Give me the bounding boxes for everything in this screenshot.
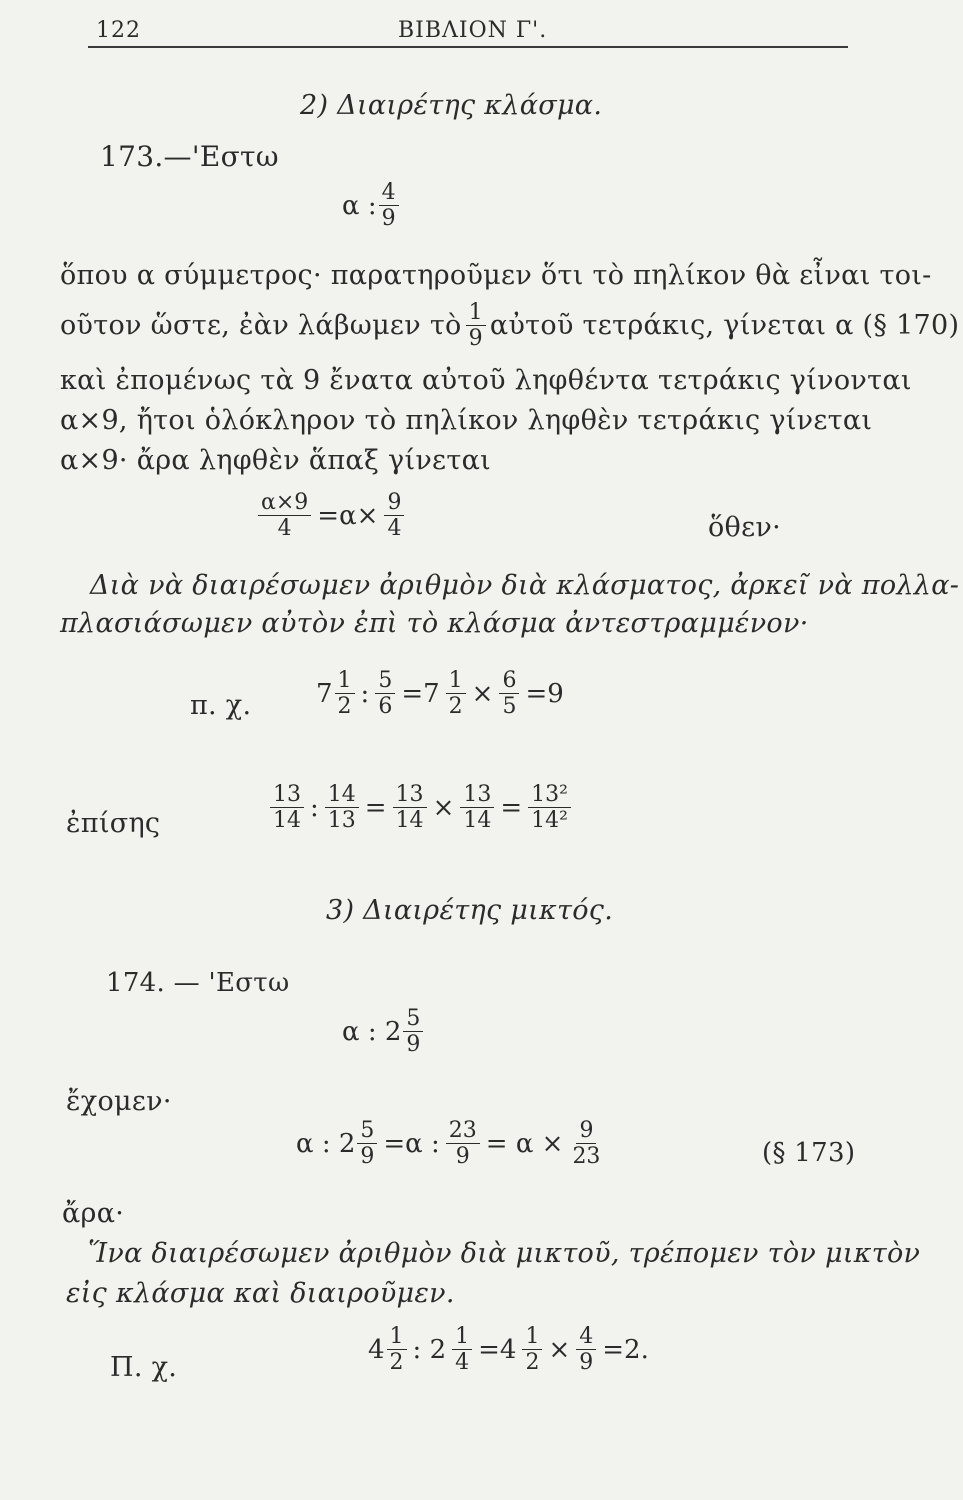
eq174-a: α : 2	[296, 1128, 356, 1159]
ex1-d1: 2	[337, 694, 352, 720]
ex2-d3: 14	[395, 808, 424, 834]
ex2-op2: =	[364, 792, 387, 823]
eq174-d1: 9	[360, 1144, 375, 1170]
rule-174-line-2: εἰς κλάσμα καὶ διαιροῦμεν.	[66, 1278, 455, 1309]
expr-den: 9	[381, 206, 396, 232]
running-title: ΒΙΒΛΙΟΝ Γ'.	[398, 18, 548, 43]
ex2-d5: 14²	[531, 808, 568, 834]
eq174-mid: =α :	[383, 1128, 440, 1159]
example-1-equation	[316, 668, 568, 720]
reference-173: (§ 173)	[762, 1138, 856, 1168]
ex1-d3: 2	[448, 694, 463, 720]
rule-173-line-2: πλασιάσωμεν αὐτὸν ἐπὶ τὸ κλάσμα ἀντεστραμμένον·	[60, 608, 809, 639]
f1-den2: 4	[387, 516, 402, 542]
expr-num: 4	[379, 180, 399, 206]
ex174-n2: 1	[452, 1324, 472, 1350]
ex1-n3: 1	[446, 668, 466, 694]
f1-mid: =α×	[317, 500, 379, 531]
ex174-d2: 4	[455, 1350, 470, 1376]
ex1-op3: ×	[471, 678, 494, 709]
ex174-d1: 2	[389, 1350, 404, 1376]
rule-174-line-1: Ἵνα διαιρέσωμεν ἀριθμὸν διὰ μικτοῦ, τρέπομεν τὸν μικτὸν	[88, 1238, 921, 1269]
eq174-mid2: = α ×	[485, 1128, 564, 1159]
ex174-op2: =4	[478, 1334, 517, 1365]
example-2-equation	[268, 782, 573, 834]
ex1-d4: 5	[502, 694, 517, 720]
ex1-whole: 7	[316, 678, 333, 709]
ex1-op1: :	[360, 678, 370, 709]
ex2-n4: 13	[460, 782, 494, 808]
expression-a-div-2-5-9	[342, 1006, 425, 1058]
s3-expr-den: 9	[406, 1032, 421, 1058]
ara: ἄρα·	[62, 1198, 125, 1229]
ex2-n5: 13²	[528, 782, 571, 808]
ex174-d3: 2	[525, 1350, 540, 1376]
eq174-d2: 9	[455, 1144, 470, 1170]
section-3-title: 3) Διαιρέτης μικτός.	[326, 895, 614, 926]
eq174-n2: 23	[446, 1118, 480, 1144]
ex174-result: =2.	[602, 1334, 649, 1365]
rule-173-line-1: Διὰ νὰ διαιρέσωμεν ἀριθμὸν διὰ κλάσματος, ἀρκεῖ νὰ πολλα-	[90, 570, 960, 601]
para-line-1: ὅπου α σύμμετρος· παρατηροῦμεν ὅτι τὸ πηλίκον θὰ εἶναι τοι-	[60, 260, 932, 291]
eq174-d3: 23	[572, 1144, 601, 1170]
episis-label: ἐπίσης	[66, 808, 161, 839]
f1-den: 4	[277, 516, 292, 542]
ex2-d2: 13	[327, 808, 356, 834]
echomen: ἔχομεν·	[66, 1086, 172, 1117]
f1-num: α×9	[258, 490, 311, 516]
ex174-d4: 9	[579, 1350, 594, 1376]
equation-a9-over-4	[256, 490, 406, 542]
ex1-n1: 1	[335, 668, 355, 694]
eq174-n3: 9	[576, 1118, 596, 1144]
example-label-174: Π. χ.	[110, 1352, 178, 1383]
line2-den: 9	[468, 326, 483, 352]
ex2-d1: 14	[273, 808, 301, 834]
ex2-n1: 13	[270, 782, 304, 808]
expr-a: α :	[342, 190, 377, 221]
para-line-3: καὶ ἐπομένως τὰ 9 ἔνατα αὐτοῦ ληφθέντα τετράκις γίνονται	[60, 365, 912, 396]
f1-num2: 9	[384, 490, 404, 516]
ex174-op1: : 2	[412, 1334, 447, 1365]
eq174-n1: 5	[357, 1118, 377, 1144]
example-label: π. χ.	[190, 690, 252, 721]
ex2-op4: =	[500, 792, 523, 823]
example-174-equation	[368, 1324, 653, 1376]
ex2-d4: 14	[463, 808, 492, 834]
ex1-n4: 6	[499, 668, 519, 694]
article-173-heading: 173.—'Εστω	[100, 140, 279, 173]
ex174-op3: ×	[548, 1334, 571, 1365]
para-line-4: α×9, ἤτοι ὁλόκληρον τὸ πηλίκον ληφθὲν τετράκις γίνεται	[60, 405, 873, 436]
ex2-op3: ×	[432, 792, 455, 823]
ex1-op2: =7	[401, 678, 440, 709]
ex1-d2: 6	[378, 694, 393, 720]
para-line-2	[60, 300, 959, 352]
equation-174	[296, 1118, 605, 1170]
ex2-op1: :	[310, 792, 319, 823]
ex174-n1: 1	[387, 1324, 407, 1350]
ex2-n3: 13	[393, 782, 427, 808]
ex1-result: =9	[525, 678, 564, 709]
s3-expr-a: α : 2	[342, 1016, 402, 1047]
ex2-n2: 14	[325, 782, 359, 808]
ex174-n3: 1	[522, 1324, 542, 1350]
article-174-heading: 174. — 'Εστω	[106, 968, 290, 998]
ex174-whole: 4	[368, 1334, 385, 1365]
ex174-n4: 4	[576, 1324, 596, 1350]
section-2-title: 2) Διαιρέτης κλάσμα.	[300, 90, 603, 121]
ex1-n2: 5	[375, 668, 395, 694]
expression-a-div-4-9	[342, 180, 401, 232]
othen: ὅθεν·	[708, 512, 781, 543]
para-line-2b: αὐτοῦ τετράκις, γίνεται α (§ 170)	[489, 310, 960, 342]
line2-num: 1	[466, 300, 486, 326]
header-rule	[88, 46, 848, 48]
para-line-2a: οῦτον ὥστε, ἐὰν λάβωμεν τὸ	[60, 310, 462, 342]
para-line-5: α×9· ἄρα ληφθὲν ἅπαξ γίνεται	[60, 445, 491, 476]
page-number: 122	[96, 18, 141, 43]
s3-expr-num: 5	[403, 1006, 423, 1032]
